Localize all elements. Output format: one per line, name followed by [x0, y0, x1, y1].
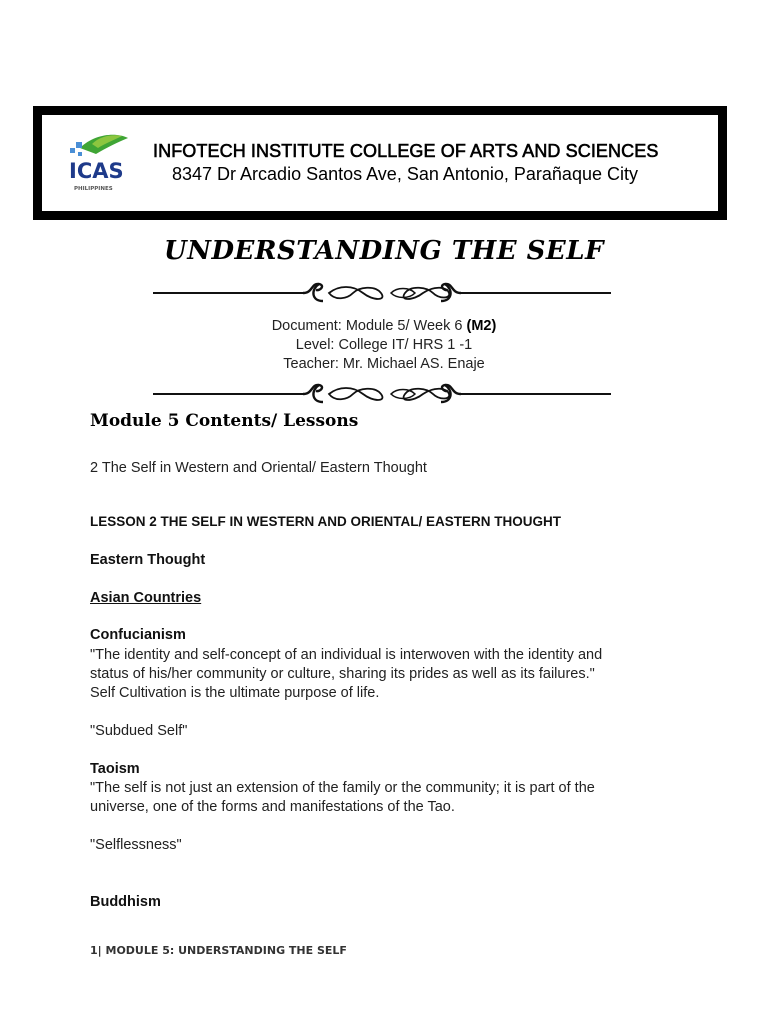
- confucianism-text-line-3: Self Cultivation is the ultimate purpose of life.: [90, 685, 380, 701]
- top-flourish-divider: [153, 281, 611, 305]
- eastern-thought-heading: Eastern Thought: [90, 552, 206, 568]
- document-info: Document: Module 5/ Week 6 (M2): [271, 318, 497, 334]
- asian-countries-heading: Asian Countries: [90, 590, 202, 606]
- contents-item: 2 The Self in Western and Oriental/ Eastern Thought: [90, 460, 427, 476]
- school-name: INFOTECH INSTITUTE COLLEGE OF ARTS AND SCIENCES: [153, 141, 659, 161]
- document-title: UNDERSTANDING THE SELF: [164, 236, 604, 266]
- level-info: Level: College IT/ HRS 1 -1: [295, 337, 473, 353]
- page-footer: 1| MODULE 5: UNDERSTANDING THE SELF: [90, 944, 347, 957]
- taoism-text-line-2: universe, one of the forms and manifestations of the Tao.: [90, 799, 455, 815]
- confucianism-heading: Confucianism: [90, 627, 186, 643]
- contents-heading: Module 5 Contents/ Lessons: [90, 411, 359, 431]
- taoism-text-line-1: "The self is not just an extension of the family or the community; it is part of the: [90, 780, 595, 796]
- lesson-heading: LESSON 2 THE SELF IN WESTERN AND ORIENTAL/ EASTERN THOUGHT: [90, 514, 562, 529]
- buddhism-heading: Buddhism: [90, 894, 161, 910]
- confucianism-text-line-2: status of his/her community or culture, sharing its prides as well as its failures.": [90, 666, 595, 682]
- bottom-flourish-divider: [153, 382, 611, 406]
- subdued-self-quote: "Subdued Self": [90, 723, 188, 739]
- selflessness-quote: "Selflessness": [90, 837, 182, 853]
- confucianism-text-line-1: "The identity and self-concept of an individual is interwoven with the identity and: [90, 647, 603, 663]
- school-address: 8347 Dr Arcadio Santos Ave, San Antonio, Parañaque City: [172, 164, 638, 184]
- teacher-info: Teacher: Mr. Michael AS. Enaje: [283, 356, 485, 372]
- svg-text:ICAS: ICAS: [69, 159, 124, 183]
- svg-text:PHILIPPINES: PHILIPPINES: [74, 186, 113, 192]
- taoism-heading: Taoism: [90, 761, 140, 777]
- school-logo: [66, 130, 136, 200]
- school-header: [33, 106, 727, 220]
